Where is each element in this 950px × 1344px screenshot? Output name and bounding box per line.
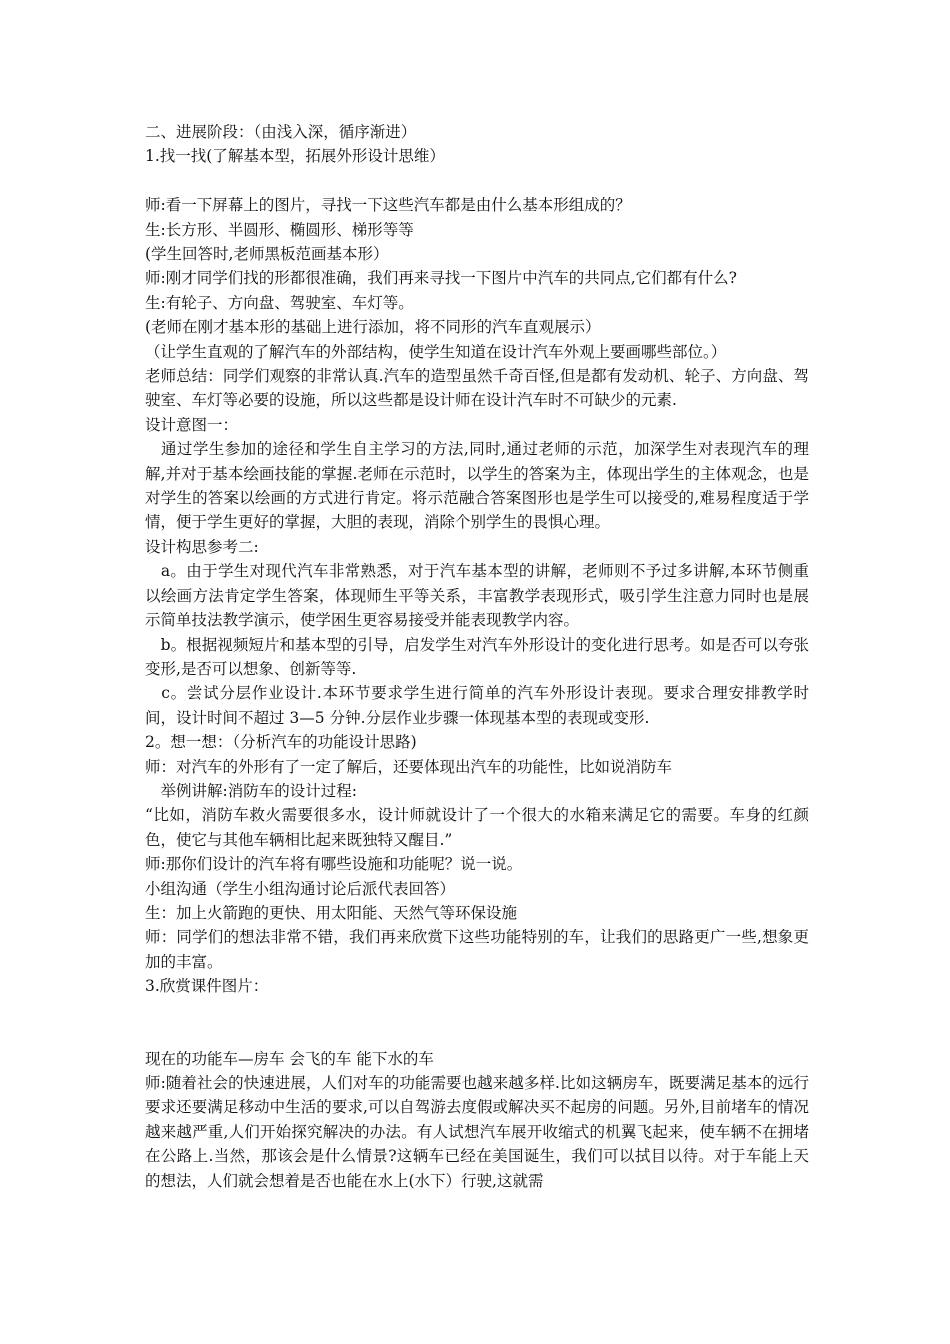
find-paragraph: 师:刚才同学们找的形都很准确，我们再来寻找一下图片中汽车的共同点,它们都有什么? [145, 269, 737, 288]
appreciate-paragraph: 师:随着社会的快速进展，人们对车的功能需要也越来越多样.比如这辆房车，既要满足基本的远行要求还要满足移动中生活的要求,可以自驾游去度假或解决买不起房的问题。另外,目前堵车的情况越来越严重,人们开始探究解决的办法。有人试想汽车展开收缩式的机翼飞起来，使车辆不在拥堵在公路上.当然，那该会是什么情景?这辆车已经在美国诞生，我们可以拭目以待。对于车能上天的想法，人们就会想着是否也能在水上(水下）行驶,这就需 [145, 1074, 809, 1190]
design-reference-item-c: c。尝试分层作业设计.本环节要求学生进行简单的汽车外形设计表现。要求合理安排教学时间，设计时间不超过 3—5 分钟.分层作业步骤一体现基本型的表现或变形. [145, 684, 809, 727]
appreciate-caption: 现在的功能车—房车 会飞的车 能下水的车 [145, 1049, 434, 1068]
blank-space [145, 999, 809, 1047]
think-paragraph: 师：对汽车的外形有了一定了解后，还要体现出汽车的功能性，比如说消防车 [145, 757, 673, 776]
find-paragraph: (学生回答时,老师黑板范画基本形） [145, 245, 389, 264]
design-reference-item-b: b。根据视频短片和基本型的引导，启发学生对汽车外形设计的变化进行思考。如是否可以夸张变形,是否可以想象、创新等等. [145, 635, 809, 678]
find-paragraph: (老师在刚才基本形的基础上进行添加，将不同形的汽车直观展示） [145, 318, 601, 337]
teacher-summary-paragraph: 老师总结：同学们观察的非常认真.汽车的造型虽然千奇百怪,但是都有发动机、轮子、方向盘、驾驶室、车灯等必要的设施，所以这些都是设计师在设计汽车时不可缺少的元素. [145, 367, 809, 410]
think-paragraph: 举例讲解:消防车的设计过程: [145, 781, 357, 800]
design-reference-item-a: a。由于学生对现代汽车非常熟悉，对于汽车基本型的讲解，老师则不予过多讲解,本环节侧重以绘画方法肯定学生答案，体现师生平等关系，丰富教学表现形式，吸引学生注意力同时也是展示简单技法教学演示，使学困生更容易接受并能表现教学内容。 [145, 562, 809, 630]
blank-line [145, 169, 809, 193]
design-intent-heading: 设计意图一： [145, 415, 239, 434]
find-paragraph: 师:看一下屏幕上的图片，寻找一下这些汽车都是由什么基本形组成的？ [145, 196, 631, 215]
find-heading: 1.找一找(了解基本型，拓展外形设计思维） [145, 147, 445, 166]
find-paragraph: （让学生直观的了解汽车的外部结构，使学生知道在设计汽车外观上要画哪些部位。） [145, 342, 727, 361]
find-paragraph: 生:长方形、半圆形、椭圆形、梯形等等 [145, 220, 414, 239]
document-body [145, 120, 809, 1193]
think-paragraph: 小组沟通（学生小组沟通讨论后派代表回答） [145, 879, 456, 898]
appreciate-heading: 3.欣赏课件图片： [145, 977, 269, 996]
think-quote-paragraph: “比如，消防车救火需要很多水，设计师就设计了一个很大的水箱来满足它的需要。车身的红颜色，使它与其他车辆相比起来既独特又醒目.” [145, 806, 809, 849]
stage-heading: 二、进展阶段：（由浅入深，循序渐进） [145, 123, 417, 141]
design-intent-paragraph: 通过学生参加的途径和学生自主学习的方法,同时,通过老师的示范，加深学生对表现汽车的理解,并对于基本绘画技能的掌握.老师在示范时，以学生的答案为主，体现出学生的主体观念，也是对学生的答案以绘画的方式进行肯定。将示范融合答案图形也是学生可以接受的,难易程度适于学情，便于学生更好的掌握，大胆的表现，消除个别学生的畏惧心理。 [145, 440, 809, 532]
think-paragraph: 师:那你们设计的汽车将有哪些设施和功能呢？说一说。 [145, 855, 523, 874]
think-heading: 2。想一想：（分析汽车的功能设计思路) [145, 733, 417, 752]
find-paragraph: 生:有轮子、方向盘、驾驶室、车灯等。 [145, 293, 414, 312]
think-paragraph: 师：同学们的想法非常不错，我们再来欣赏下这些功能特别的车，让我们的思路更广一些,想象更加的丰富。 [145, 928, 809, 971]
think-paragraph: 生：加上火箭跑的更快、用太阳能、天然气等环保设施 [145, 903, 518, 922]
design-reference-heading: 设计构思参考二: [145, 537, 259, 556]
